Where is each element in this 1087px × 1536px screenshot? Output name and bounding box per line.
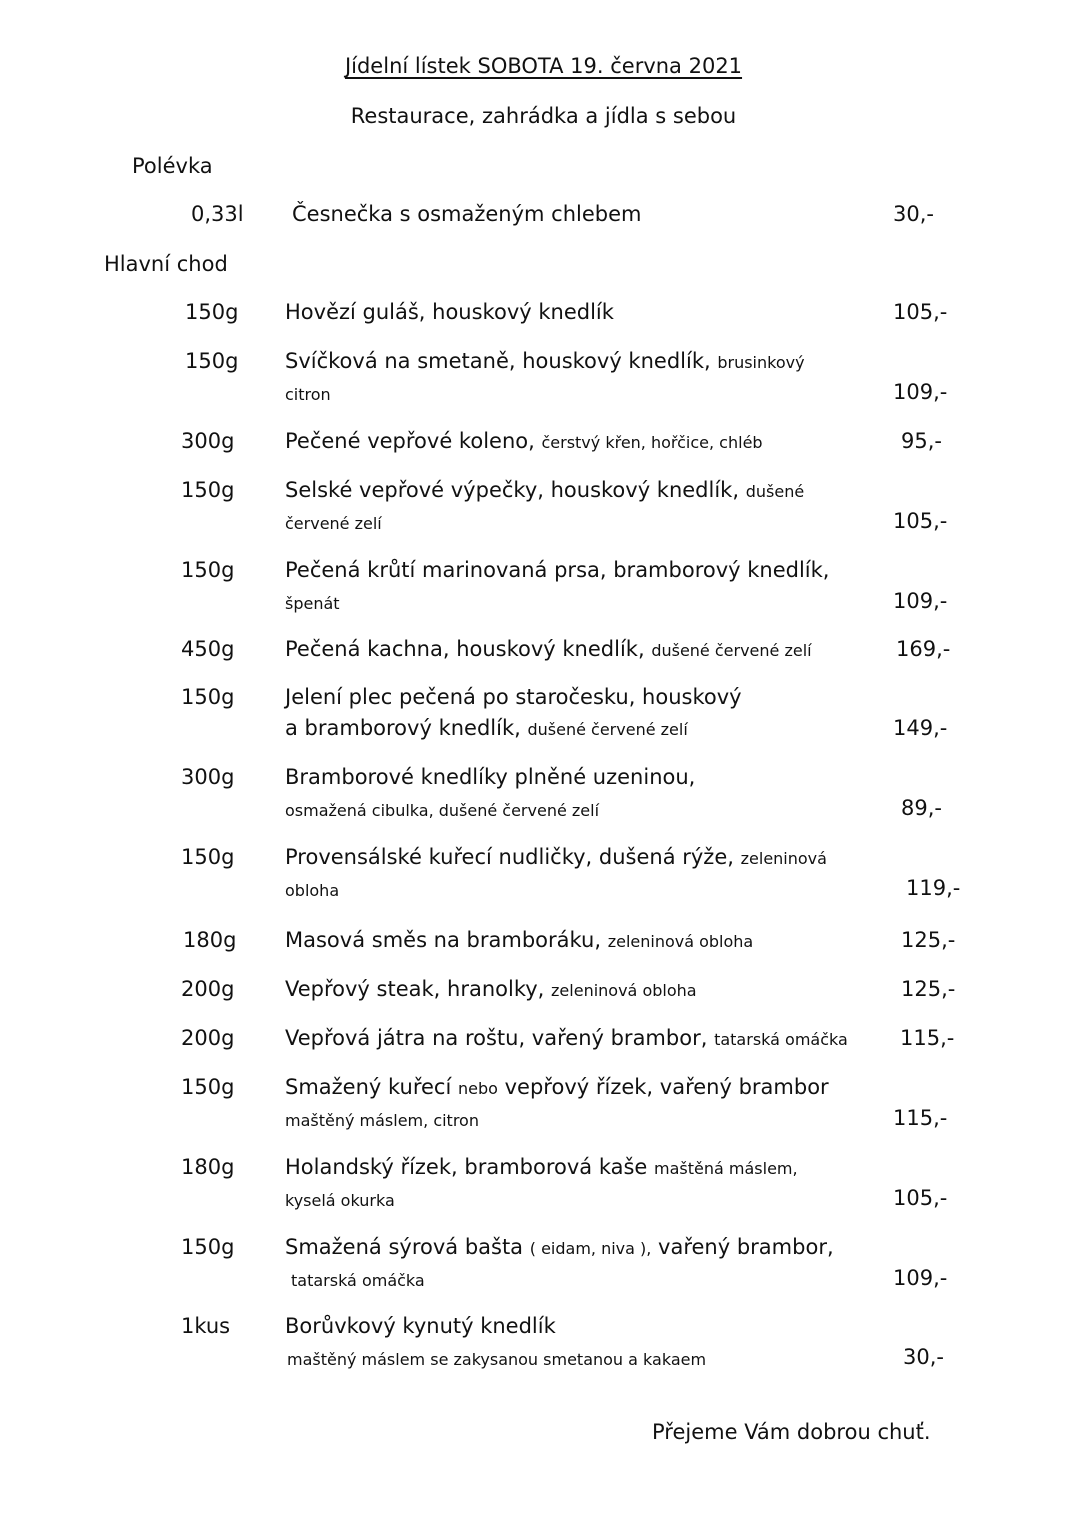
item-weight: 150g — [181, 845, 235, 869]
item-note: nebo — [458, 1079, 498, 1098]
item-price: 119,- — [906, 876, 961, 900]
item-weight: 150g — [181, 478, 235, 502]
item-note: zeleninová — [740, 849, 827, 868]
item-weight: 150g — [181, 1075, 235, 1099]
item-price: 115,- — [893, 1106, 948, 1130]
item-line2: citron — [285, 385, 331, 404]
item-weight: 180g — [181, 1155, 235, 1179]
item-weight: 300g — [181, 765, 235, 789]
item-price: 95,- — [901, 429, 942, 453]
item-weight: 0,33l — [191, 202, 244, 226]
item-weight: 150g — [181, 685, 235, 709]
item-name: Svíčková na smetaně, houskový knedlík, — [285, 349, 711, 373]
item-name: Vepřová játra na roštu, vařený brambor, — [285, 1026, 708, 1050]
item-price: 105,- — [893, 300, 948, 324]
footer-greeting: Přejeme Vám dobrou chuť. — [652, 1420, 931, 1444]
item-price: 109,- — [893, 1266, 948, 1290]
item-name-line — [285, 1155, 798, 1179]
item-name: Pečená kachna, houskový knedlík, — [285, 637, 645, 661]
item-price: 125,- — [901, 928, 956, 952]
item-line2: kyselá okurka — [285, 1191, 395, 1210]
item-line2-line — [285, 716, 688, 740]
item-name-line — [285, 845, 827, 869]
item-name-line — [285, 1235, 834, 1259]
item-line2: maštěný máslem se zakysanou smetanou a kakaem — [287, 1350, 707, 1369]
item-line2: špenát — [285, 594, 340, 613]
item-name: Jelení plec pečená po staročesku, houskový — [285, 685, 742, 709]
item-price: 169,- — [896, 637, 951, 661]
item-note: maštěná máslem, — [654, 1159, 798, 1178]
item-note: zeleninová obloha — [607, 932, 754, 951]
item-line2: osmažená cibulka, dušené červené zelí — [285, 801, 600, 820]
item-name: Pečená krůtí marinovaná prsa, bramborový knedlík, — [285, 558, 830, 582]
item-name-line — [285, 1026, 848, 1050]
item-name-line — [285, 977, 697, 1001]
item-name-line — [285, 928, 753, 952]
item-name: Česnečka s osmaženým chlebem — [292, 202, 642, 226]
section-soup: Polévka — [132, 154, 213, 178]
menu-title: Jídelní lístek SOBOTA 19. června 2021 — [344, 54, 743, 78]
item-line2: maštěný máslem, citron — [285, 1111, 479, 1130]
item-price: 109,- — [893, 380, 948, 404]
item-name-b: vařený brambor, — [658, 1235, 834, 1259]
item-note: čerstvý křen, hořčice, chléb — [541, 433, 763, 452]
menu-item — [0, 349, 1087, 429]
item-name: Selské vepřové výpečky, houskový knedlík, — [285, 478, 740, 502]
item-weight: 150g — [185, 349, 239, 373]
item-name: Holandský řízek, bramborová kaše — [285, 1155, 648, 1179]
item-line2: obloha — [285, 881, 340, 900]
menu-item — [0, 765, 1087, 845]
section-main: Hlavní chod — [104, 252, 228, 276]
item-name: Provensálské kuřecí nudličky, dušená rýže, — [285, 845, 734, 869]
item-weight: 450g — [181, 637, 235, 661]
item-weight: 150g — [185, 300, 239, 324]
menu-subtitle: Restaurace, zahrádka a jídla s sebou — [350, 104, 737, 128]
menu-item — [0, 1235, 1087, 1315]
item-line2: tatarská omáčka — [291, 1271, 425, 1290]
item-name: Masová směs na bramboráku, — [285, 928, 602, 952]
item-weight: 300g — [181, 429, 235, 453]
menu-item — [0, 685, 1087, 765]
menu-item — [0, 845, 1087, 925]
item-note: zeleninová obloha — [551, 981, 697, 1000]
item-line2: dušené červené zelí — [527, 720, 688, 739]
item-name: Hovězí guláš, houskový knedlík — [285, 300, 614, 324]
menu-item — [0, 1155, 1087, 1235]
item-name-line — [285, 637, 812, 661]
item-name: Borůvkový kynutý knedlík — [285, 1314, 556, 1338]
item-name-line — [285, 1075, 829, 1099]
item-weight: 150g — [181, 1235, 235, 1259]
item-price: 89,- — [901, 796, 942, 820]
item-price: 125,- — [901, 977, 956, 1001]
item-weight: 200g — [181, 977, 235, 1001]
item-weight: 1kus — [181, 1314, 231, 1338]
item-weight: 150g — [181, 558, 235, 582]
item-name: Smažená sýrová bašta — [285, 1235, 524, 1259]
menu-item — [0, 558, 1087, 638]
item-price: 30,- — [903, 1345, 944, 1369]
item-note: brusinkový — [717, 353, 805, 372]
item-price: 105,- — [893, 1186, 948, 1210]
item-price: 115,- — [900, 1026, 955, 1050]
item-name-b: vepřový řízek, vařený brambor — [504, 1075, 829, 1099]
item-price: 30,- — [893, 202, 934, 226]
item-name-line — [285, 478, 804, 502]
menu-item — [0, 1314, 1087, 1394]
menu-item — [0, 1075, 1087, 1155]
item-name: Bramborové knedlíky plněné uzeninou, — [285, 765, 696, 789]
item-name: Pečené vepřové koleno, — [285, 429, 535, 453]
item-name-line — [285, 349, 805, 373]
item-price: 105,- — [893, 509, 948, 533]
item-note: dušené červené zelí — [651, 641, 812, 660]
item-line2: červené zelí — [285, 514, 382, 533]
item-note: tatarská omáčka — [714, 1030, 848, 1049]
item-name-line — [285, 429, 763, 453]
item-line2-main: a bramborový knedlík, — [285, 716, 521, 740]
menu-item — [0, 478, 1087, 558]
item-name: Smažený kuřecí — [285, 1075, 452, 1099]
item-name: Vepřový steak, hranolky, — [285, 977, 545, 1001]
item-price: 149,- — [893, 716, 948, 740]
item-weight: 180g — [183, 928, 237, 952]
item-note: dušené — [745, 482, 805, 501]
item-weight: 200g — [181, 1026, 235, 1050]
item-price: 109,- — [893, 589, 948, 613]
item-note: ( eidam, niva ), — [529, 1239, 652, 1258]
